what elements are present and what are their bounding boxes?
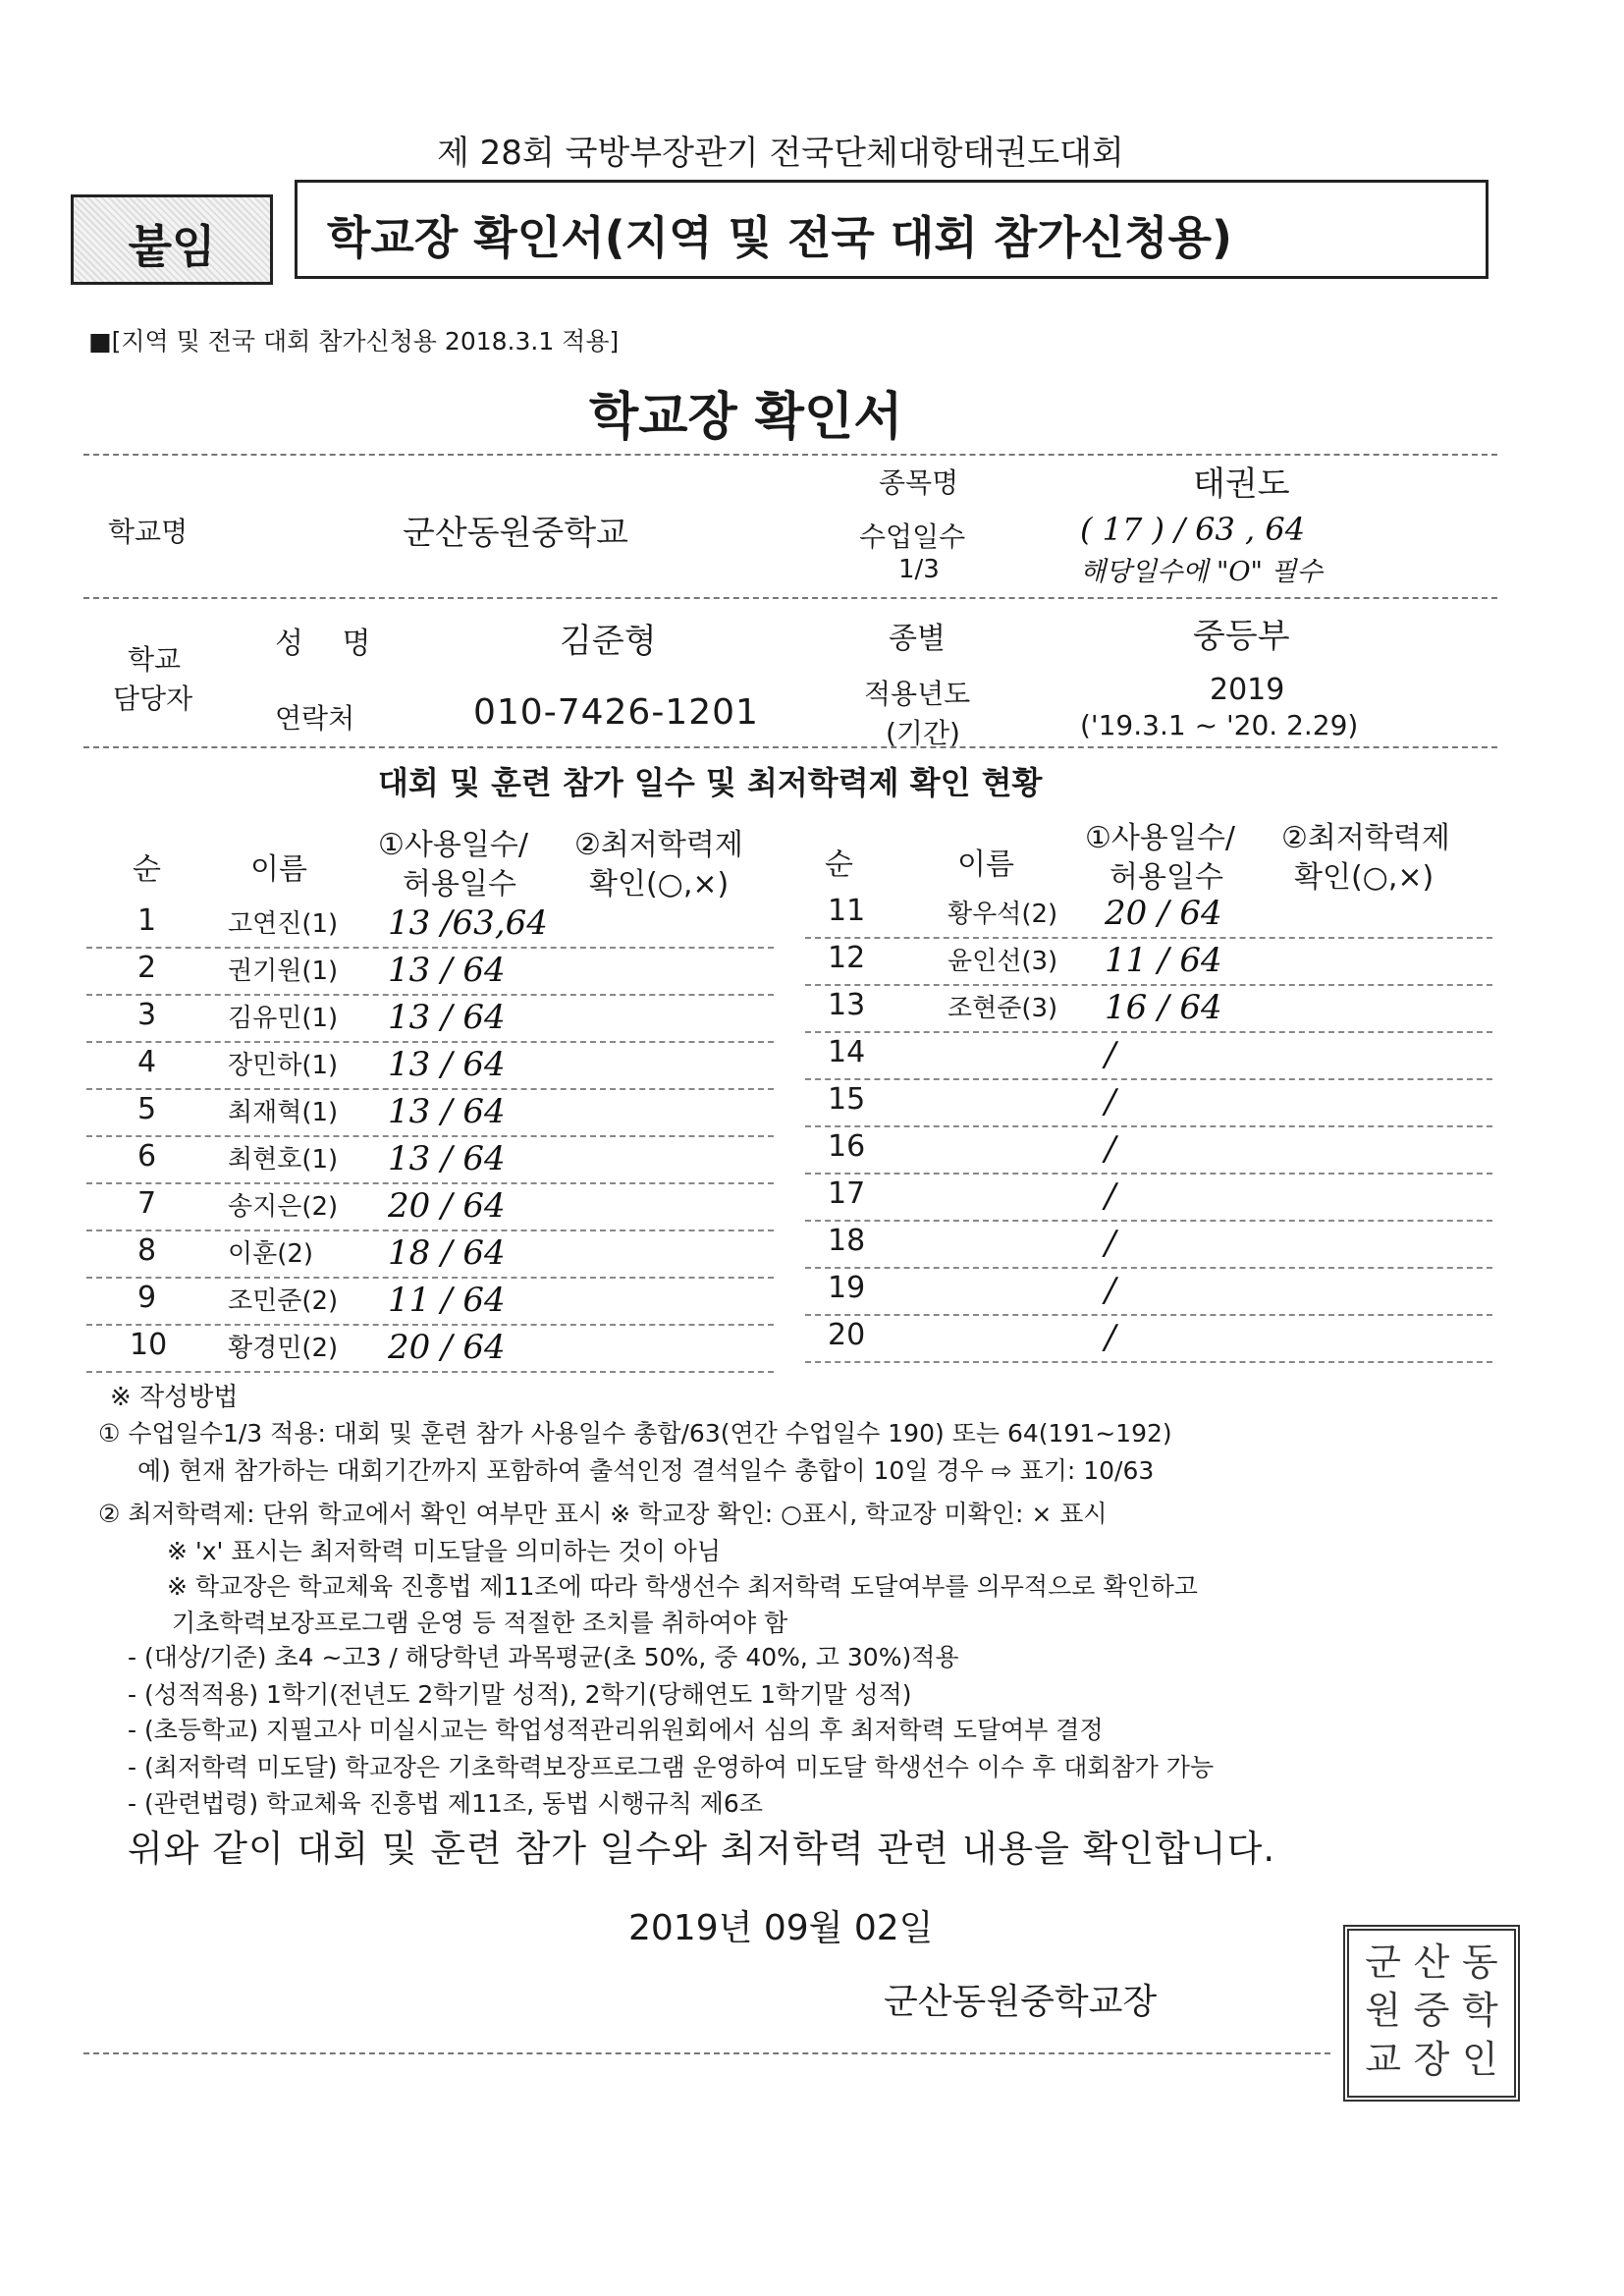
days-label-2: 1/3 [898, 555, 940, 584]
col-min-right-2: 확인(○,×) [1294, 860, 1435, 895]
instruction-line: 기초학력보장프로그램 운영 등 적절한 조치를 취하여야 함 [172, 1609, 788, 1637]
row-name: 권기원(1) [228, 957, 339, 986]
signature-date: 2019년 09월 02일 [628, 1908, 934, 1948]
col-days-left: ①사용일수/ [378, 828, 528, 862]
col-no-right: 순 [825, 847, 853, 882]
row-days: / [1105, 1224, 1116, 1263]
instruction-line: ※ 학교장은 학교체육 진흥법 제11조에 따라 학생선수 최저학력 도달여부를 의무적으로 확인하고 [167, 1572, 1198, 1601]
manager-label-2: 담당자 [113, 683, 193, 715]
row-days: 13 / 64 [388, 998, 506, 1037]
contact-label: 연락처 [275, 702, 355, 735]
row-name: 송지은(2) [228, 1192, 339, 1222]
row-divider [86, 947, 774, 949]
attach-label: 붙임 [128, 220, 216, 273]
doc-title: 학교장 확인서(지역 및 전국 대회 참가신청용) [327, 211, 1232, 264]
col-name-right: 이름 [957, 847, 1014, 882]
days-label: 수업일수 [859, 520, 966, 553]
row-no: 2 [137, 951, 157, 985]
row-name: 장민하(1) [228, 1051, 339, 1080]
row-divider [805, 1267, 1492, 1269]
instruction-line: - (성적적용) 1학기(전년도 2학기말 성적), 2학기(당해연도 1학기말 성적) [128, 1680, 912, 1709]
name-value: 김준형 [560, 622, 657, 661]
row-no: 15 [828, 1082, 866, 1117]
row-days: 20 / 64 [388, 1186, 506, 1226]
row-no: 20 [828, 1318, 866, 1352]
row-divider [805, 1078, 1492, 1080]
row-divider [86, 1277, 774, 1279]
instruction-line: 예) 현재 참가하는 대회기간까지 포함하여 출석인정 결석일수 총합이 10일 경우 ⇨ 표기: 10/63 [137, 1456, 1155, 1485]
seal-glyph: 산 [1413, 1941, 1450, 1984]
row-no: 12 [828, 941, 866, 975]
row-divider [805, 1314, 1492, 1316]
row-divider [86, 1371, 774, 1373]
year-period: ('19.3.1 ~ '20. 2.29) [1080, 709, 1359, 741]
col-days-left-2: 허용일수 [403, 867, 516, 902]
days-value: ( 17 ) / 63 , 64 [1080, 511, 1306, 548]
table-heading: 대회 및 훈련 참가 일수 및 최저학력제 확인 현황 [378, 764, 1043, 801]
contact-value: 010-7426-1201 [473, 692, 759, 733]
doc-title-box [295, 180, 1489, 279]
signer: 군산동원중학교장 [884, 1982, 1158, 2022]
divider [83, 2052, 1330, 2054]
row-days: 18 / 64 [388, 1233, 506, 1273]
seal-glyph: 교 [1365, 2037, 1402, 2081]
row-no: 9 [137, 1281, 157, 1315]
row-no: 4 [137, 1045, 157, 1079]
row-name: 황우석(2) [947, 900, 1058, 929]
row-name: 이훈(2) [228, 1239, 314, 1269]
row-divider [86, 1088, 774, 1090]
row-no: 5 [137, 1092, 157, 1126]
row-days: 13 / 64 [388, 951, 506, 990]
col-no-left: 순 [133, 852, 161, 887]
confirm-text: 위와 같이 대회 및 훈련 참가 일수와 최저학력 관련 내용을 확인합니다. [128, 1828, 1276, 1870]
row-days: 13 / 64 [388, 1092, 506, 1131]
instruction-line: - (대상/기준) 초4 ~고3 / 해당학년 과목평균(초 50%, 중 40%, 고 30%)적용 [128, 1643, 959, 1671]
row-days: 20 / 64 [1105, 894, 1222, 933]
row-days: 13 / 64 [388, 1139, 506, 1178]
row-name: 고연진(1) [228, 909, 339, 939]
year-label-2: (기간) [886, 717, 960, 749]
name-label: 성 명 [275, 627, 371, 661]
instruction-line: ※ 'x' 표시는 최저학력 미도달을 의미하는 것이 아님 [167, 1537, 721, 1565]
row-name: 최현호(1) [228, 1145, 339, 1175]
instruction-line: - (초등학교) 지필고사 미실시교는 학업성적관리위원회에서 심의 후 최저학력 도달여부 결정 [128, 1716, 1104, 1744]
seal-glyph: 장 [1413, 2037, 1450, 2081]
row-divider [805, 1361, 1492, 1363]
row-divider [805, 1125, 1492, 1127]
row-no: 13 [828, 988, 866, 1022]
row-no: 18 [828, 1224, 866, 1258]
col-days-right-2: 허용일수 [1110, 860, 1223, 895]
row-name: 황경민(2) [228, 1334, 339, 1363]
row-days: / [1105, 1129, 1116, 1169]
row-days: 13 /63,64 [388, 903, 548, 943]
row-divider [86, 1230, 774, 1231]
instructions-title: ※ 작성방법 [110, 1383, 239, 1412]
year-value: 2019 [1210, 673, 1285, 707]
row-no: 1 [137, 903, 157, 938]
school-name: 군산동원중학교 [403, 514, 628, 553]
row-divider [86, 1324, 774, 1326]
row-no: 17 [828, 1176, 866, 1211]
instruction-line: - (최저학력 미도달) 학교장은 기초학력보장프로그램 운영하여 미도달 학생선수 이수 후 대회참가 가능 [128, 1753, 1215, 1781]
row-divider [86, 994, 774, 996]
school-label: 학교명 [108, 516, 189, 548]
seal-glyph: 군 [1365, 1941, 1402, 1984]
row-days: 20 / 64 [388, 1328, 506, 1367]
row-days: 11 / 64 [1105, 941, 1222, 980]
col-days-right: ①사용일수/ [1085, 821, 1235, 855]
instruction-line: ② 최저학력제: 단위 학교에서 확인 여부만 표시 ※ 학교장 확인: ○표시, 학교장 미확인: × 표시 [98, 1500, 1108, 1528]
row-divider [805, 1220, 1492, 1222]
seal-glyph: 학 [1461, 1989, 1498, 2033]
row-name: 윤인선(3) [947, 947, 1058, 976]
row-divider [805, 937, 1492, 939]
year-label: 적용년도 [864, 678, 971, 710]
main-title: 학교장 확인서 [589, 388, 903, 447]
days-hint: 해당일수에 "O" 필수 [1080, 557, 1323, 587]
col-name-left: 이름 [250, 852, 307, 887]
event-title: 제 28회 국방부장관기 전국단체대항태권도대회 [437, 134, 1124, 173]
row-no: 8 [137, 1233, 157, 1268]
row-divider [86, 1182, 774, 1184]
row-divider [805, 1031, 1492, 1033]
row-no: 16 [828, 1129, 866, 1164]
row-name: 최재혁(1) [228, 1098, 339, 1127]
row-days: 16 / 64 [1105, 988, 1222, 1027]
row-no: 6 [137, 1139, 157, 1174]
col-min-left: ②최저학력제 [574, 828, 743, 862]
row-no: 7 [137, 1186, 157, 1221]
seal-glyph: 중 [1413, 1989, 1450, 2033]
row-days: / [1105, 1176, 1116, 1216]
application-note: ■[지역 및 전국 대회 참가신청용 2018.3.1 적용] [88, 327, 620, 355]
division-value: 중등부 [1193, 617, 1290, 656]
row-days: / [1105, 1035, 1116, 1074]
row-name: 조민준(2) [228, 1286, 339, 1316]
row-divider [86, 1041, 774, 1043]
row-divider [805, 984, 1492, 986]
row-no: 10 [130, 1328, 168, 1362]
divider [83, 746, 1497, 748]
row-name: 조현준(3) [947, 994, 1058, 1023]
row-days: / [1105, 1318, 1116, 1357]
row-days: / [1105, 1082, 1116, 1121]
row-no: 11 [828, 894, 866, 928]
division-label: 종별 [889, 622, 946, 656]
instruction-line: - (관련법령) 학교체육 진흥법 제11조, 동법 시행규칙 제6조 [128, 1789, 763, 1818]
row-divider [805, 1173, 1492, 1175]
col-min-right: ②최저학력제 [1281, 821, 1450, 855]
seal-glyph: 원 [1365, 1989, 1402, 2033]
row-name: 김유민(1) [228, 1004, 339, 1033]
sport-value: 태권도 [1193, 465, 1290, 504]
manager-label: 학교 [128, 643, 182, 676]
col-min-left-2: 확인(○,×) [589, 867, 730, 902]
row-divider [86, 1135, 774, 1137]
row-days: / [1105, 1271, 1116, 1310]
row-no: 14 [828, 1035, 866, 1069]
sport-label: 종목명 [879, 466, 959, 499]
official-seal-image [1343, 1925, 1520, 2102]
divider [83, 597, 1497, 599]
seal-glyph: 인 [1461, 2037, 1498, 2081]
row-no: 3 [137, 998, 157, 1032]
seal-glyph: 동 [1461, 1941, 1498, 1984]
instruction-line: ① 수업일수1/3 적용: 대회 및 훈련 참가 사용일수 총합/63(연간 수업일수 190) 또는 64(191~192) [98, 1419, 1172, 1448]
row-days: 11 / 64 [388, 1281, 506, 1320]
row-days: 13 / 64 [388, 1045, 506, 1084]
row-no: 19 [828, 1271, 866, 1305]
divider [83, 454, 1497, 456]
attach-badge [71, 194, 273, 285]
